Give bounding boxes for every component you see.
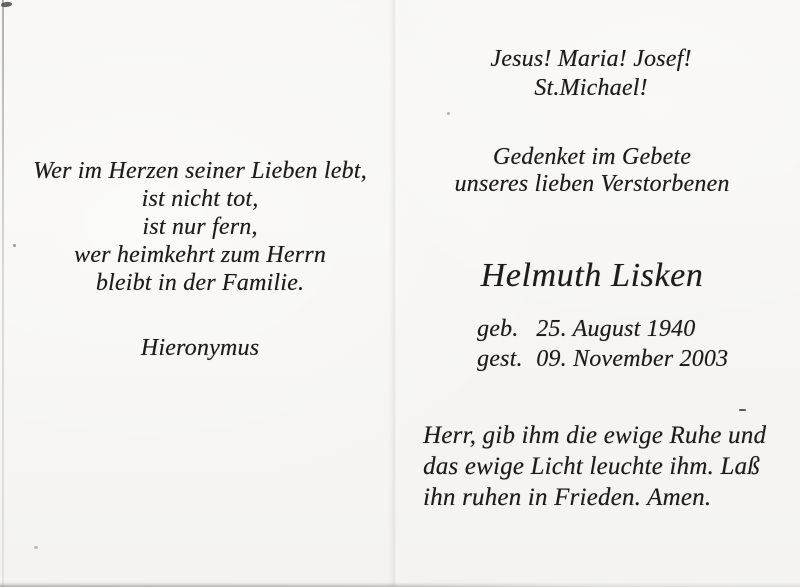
prayer-line: Herr, gib ihm die ewige Ruhe und (423, 422, 767, 449)
deceased-name: Helmuth Lisken (480, 257, 704, 294)
paper-speck (34, 546, 38, 549)
remembrance-line: Gedenket im Gebete (492, 144, 692, 170)
scan-bottom-shadow (0, 582, 800, 587)
poem (0, 157, 400, 297)
birth-label: geb. (477, 316, 519, 342)
birth-date-row (477, 314, 728, 344)
prayer (423, 420, 795, 513)
poem-attribution: Hieronymus (140, 335, 260, 361)
death-date-row (477, 344, 728, 374)
center-fold-crease (388, 0, 400, 587)
poem-line: Wer im Herzen seiner Lieben lebt, (33, 158, 367, 184)
invocation-line: Jesus! Maria! Josef! (490, 46, 692, 72)
remembrance-line: unseres lieben Verstorbenen (454, 171, 730, 197)
poem-line: bleibt in der Familie. (95, 270, 305, 296)
poem-line: ist nicht tot, (141, 186, 259, 212)
death-label: gest. (477, 346, 523, 372)
paper-speck (739, 409, 746, 411)
death-value: 09. November 2003 (536, 346, 729, 372)
paper-speck (447, 112, 450, 115)
invocation-line: St.Michael! (534, 75, 648, 101)
scan-edge-line (2, 0, 4, 587)
prayer-line: ihn ruhen in Frieden. Amen. (423, 484, 712, 511)
remembrance-note (400, 144, 784, 198)
paper-speck (13, 244, 16, 247)
birth-value: 25. August 1940 (536, 316, 696, 342)
invocation (400, 45, 782, 103)
poem-line: ist nur fern, (142, 214, 258, 240)
right-page (400, 0, 800, 587)
poem-line: wer heimkehrt zum Herrn (74, 242, 326, 268)
life-dates (477, 314, 728, 374)
prayer-line: das ewige Licht leuchte ihm. Laß (423, 453, 760, 480)
